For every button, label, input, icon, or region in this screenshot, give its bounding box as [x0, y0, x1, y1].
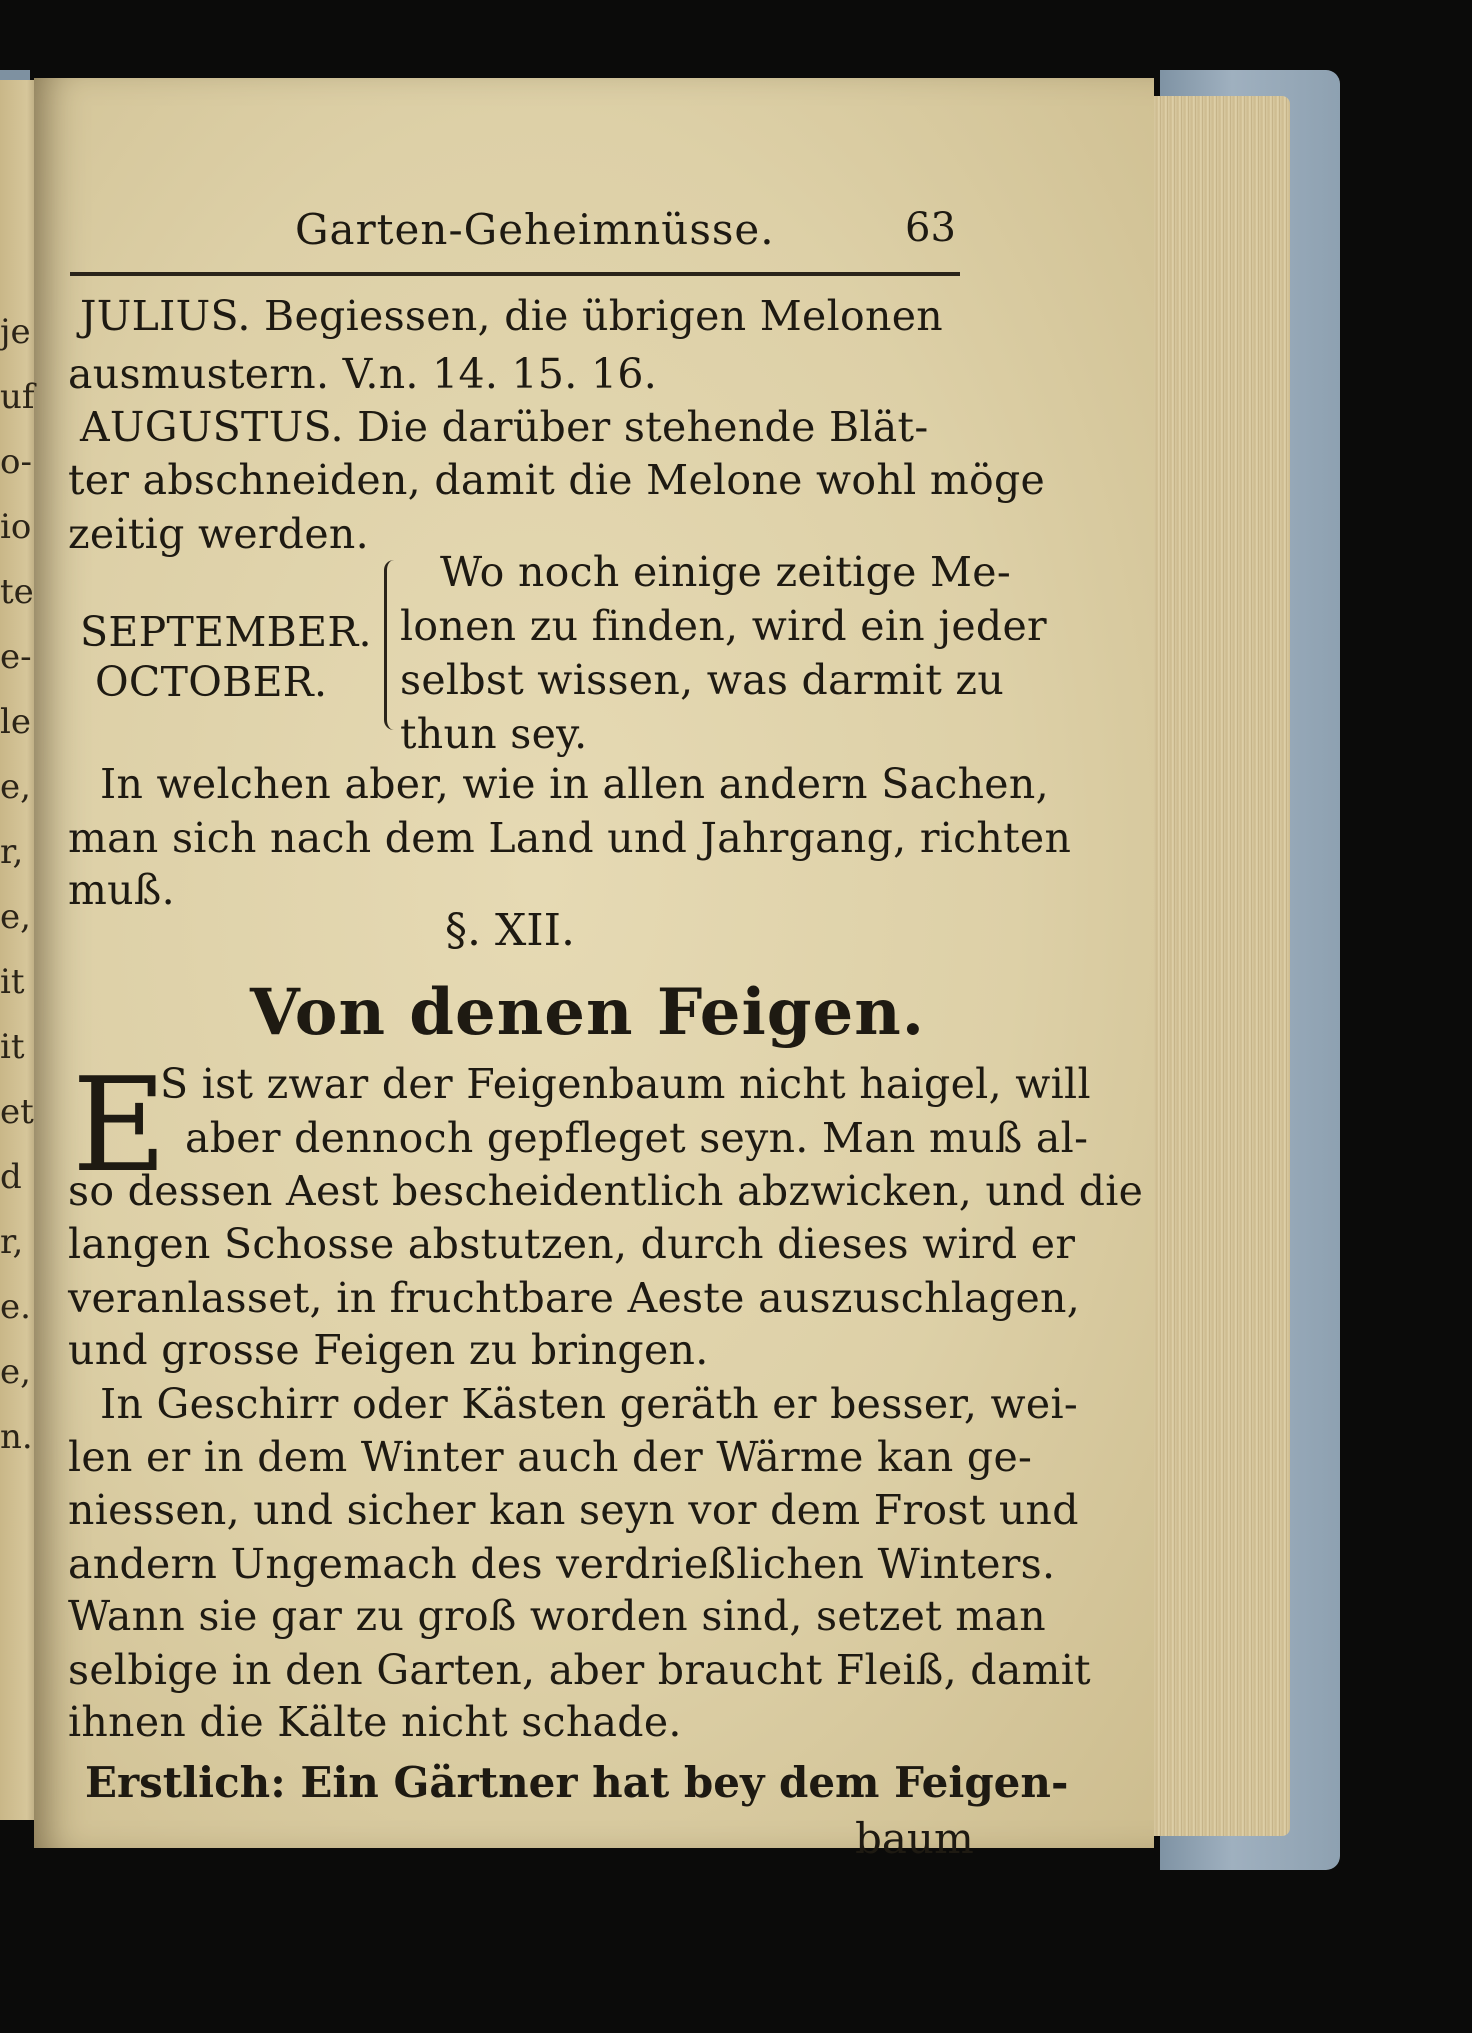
body-line: ihnen die Kälte nicht schade.: [68, 1698, 682, 1746]
body-line: langen Schosse abstutzen, durch dieses wird er: [68, 1220, 1076, 1268]
fragment: it: [0, 1027, 25, 1067]
fragment: e,: [0, 1352, 31, 1392]
fragment: te: [0, 572, 34, 612]
fragment: e-: [0, 637, 32, 677]
month-text: thun sey.: [400, 710, 588, 758]
text-line: ter abschneiden, damit die Melone wohl möge: [68, 456, 1046, 504]
fragment: r,: [0, 1222, 24, 1262]
body-line: S ist zwar der Feigenbaum nicht haigel, will: [160, 1060, 1091, 1108]
body-line: veranlasset, in fruchtbare Aeste auszuschlagen,: [68, 1274, 1081, 1322]
month-label: SEPTEMBER.: [80, 608, 372, 656]
facing-page-fragments: [0, 300, 40, 1470]
month-label: OCTOBER.: [95, 658, 328, 706]
text-line: AUGUSTUS. Die darüber stehende Blät-: [80, 403, 929, 451]
body-line: aber dennoch gepfleget seyn. Man muß al-: [185, 1114, 1089, 1162]
body-line: Wann sie gar zu groß worden sind, setzet man: [68, 1592, 1046, 1640]
fragment: o-: [0, 442, 32, 482]
text-line: man sich nach dem Land und Jahrgang, richten: [68, 814, 1072, 862]
body-line: niessen, und sicher kan seyn vor dem Frost und: [68, 1486, 1079, 1534]
month-text: Wo noch einige zeitige Me-: [440, 548, 1012, 596]
fragment: e.: [0, 1287, 31, 1327]
text-line: ausmustern. V.n. 14. 15. 16.: [68, 350, 658, 398]
body-line: In Geschirr oder Kästen geräth er besser, wei-: [100, 1380, 1079, 1428]
body-line: len er in dem Winter auch der Wärme kan ge-: [68, 1433, 1033, 1481]
fragment: le: [0, 702, 31, 742]
fragment: uf: [0, 377, 35, 417]
last-line: Erstlich: Ein Gärtner hat bey dem Feigen-: [85, 1758, 1069, 1807]
fragment: et: [0, 1092, 34, 1132]
fragment: io: [0, 507, 32, 547]
drop-cap: E: [72, 1049, 167, 1201]
running-head-title: Garten-Geheimnüsse.: [295, 205, 775, 254]
month-text: selbst wissen, was darmit zu: [400, 656, 1005, 704]
fragment: je: [0, 312, 31, 352]
fragment: r,: [0, 832, 24, 872]
catchword: baum: [855, 1814, 974, 1863]
body-line: und grosse Feigen zu bringen.: [68, 1326, 709, 1374]
section-number: §. XII.: [445, 905, 576, 956]
text-line: muß.: [68, 866, 175, 914]
text-line: JULIUS. Begiessen, die übrigen Melonen: [80, 292, 943, 340]
body-line: selbige in den Garten, aber braucht Fleiß, damit: [68, 1646, 1091, 1694]
brace: [384, 560, 401, 730]
text-line: In welchen aber, wie in allen andern Sachen,: [100, 760, 1049, 808]
body-line: andern Ungemach des verdrießlichen Winters.: [68, 1540, 1056, 1588]
fragment: e,: [0, 897, 31, 937]
page-stack-edge: [1140, 96, 1290, 1836]
head-rule: [70, 272, 960, 276]
fragment: it: [0, 962, 25, 1002]
fragment: e,: [0, 767, 31, 807]
fragment: n.: [0, 1417, 33, 1457]
fragment: d: [0, 1157, 22, 1197]
section-heading: Von denen Feigen.: [250, 975, 926, 1050]
month-text: lonen zu finden, wird ein jeder: [400, 602, 1047, 650]
text-line: zeitig werden.: [68, 510, 369, 558]
body-line: so dessen Aest bescheidentlich abzwicken, und die: [68, 1167, 1144, 1215]
page-number: 63: [905, 205, 956, 251]
